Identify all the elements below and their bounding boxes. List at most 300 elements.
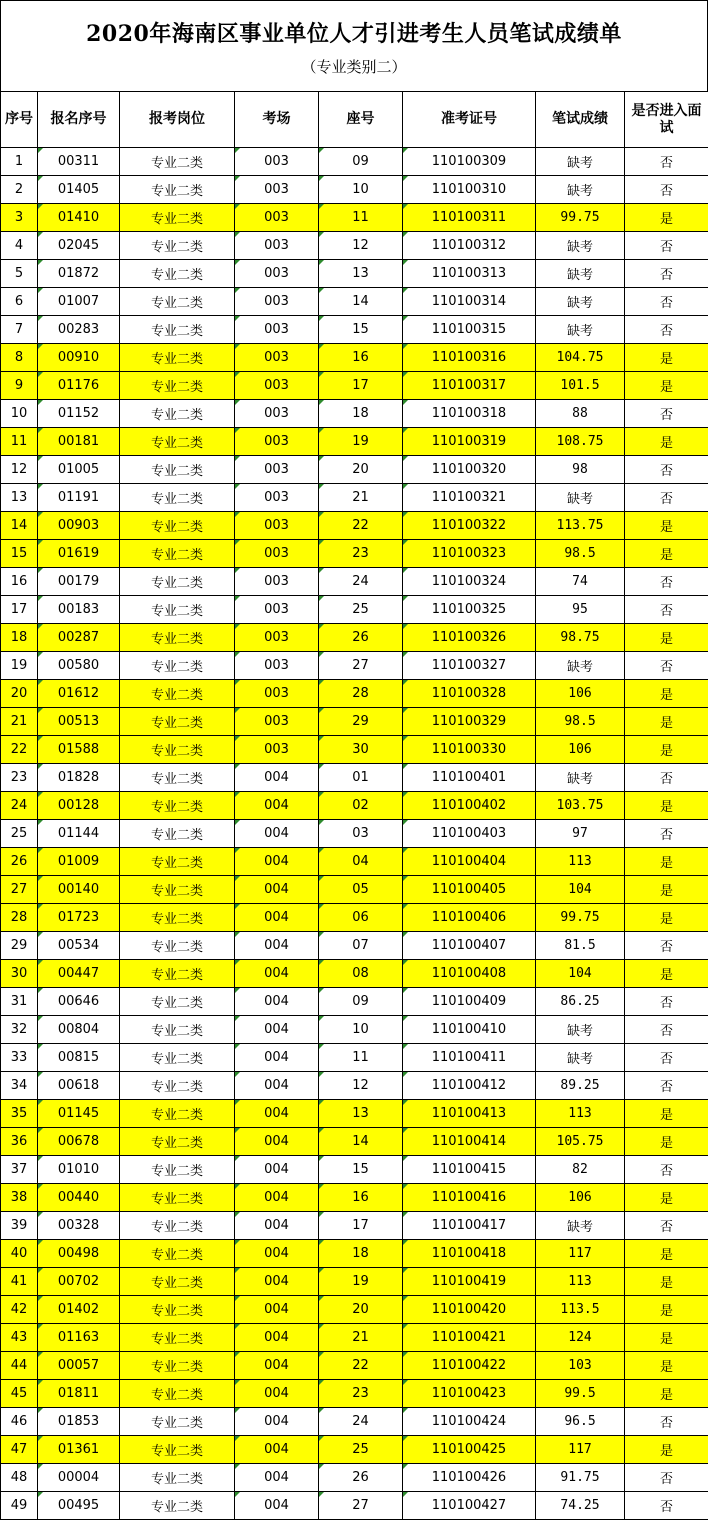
cell-score: 104 [536, 960, 625, 988]
cell-ticket-no: 110100425 [403, 1436, 536, 1464]
cell-seq: 43 [1, 1324, 38, 1352]
cell-seq: 25 [1, 820, 38, 848]
cell-seq: 12 [1, 456, 38, 484]
cell-seq: 29 [1, 932, 38, 960]
cell-reg-no: 00440 [38, 1184, 120, 1212]
table-row [1, 484, 708, 512]
cell-exam-room: 004 [235, 1380, 319, 1408]
cell-reg-no: 00495 [38, 1492, 120, 1520]
cell-reg-no: 02045 [38, 232, 120, 260]
cell-interview: 否 [625, 820, 708, 848]
cell-exam-room: 004 [235, 764, 319, 792]
cell-ticket-no: 110100317 [403, 372, 536, 400]
cell-score: 105.75 [536, 1128, 625, 1156]
cell-seat: 13 [319, 1100, 403, 1128]
cell-score: 117 [536, 1240, 625, 1268]
cell-reg-no: 00057 [38, 1352, 120, 1380]
table-row [1, 372, 708, 400]
cell-score: 117 [536, 1436, 625, 1464]
cell-seq: 18 [1, 624, 38, 652]
cell-seat: 13 [319, 260, 403, 288]
cell-interview: 是 [625, 624, 708, 652]
cell-exam-room: 003 [235, 624, 319, 652]
cell-ticket-no: 110100315 [403, 316, 536, 344]
cell-exam-room: 003 [235, 176, 319, 204]
cell-position: 专业二类 [120, 1436, 235, 1464]
table-row [1, 1464, 708, 1492]
cell-score: 113.75 [536, 512, 625, 540]
cell-score: 113 [536, 1268, 625, 1296]
cell-ticket-no: 110100322 [403, 512, 536, 540]
cell-seq: 39 [1, 1212, 38, 1240]
cell-position: 专业二类 [120, 1044, 235, 1072]
cell-seq: 42 [1, 1296, 38, 1324]
cell-exam-room: 003 [235, 484, 319, 512]
cell-seq: 21 [1, 708, 38, 736]
cell-seq: 13 [1, 484, 38, 512]
cell-interview: 否 [625, 1044, 708, 1072]
cell-seq: 6 [1, 288, 38, 316]
cell-reg-no: 01361 [38, 1436, 120, 1464]
cell-ticket-no: 110100424 [403, 1408, 536, 1436]
cell-reg-no: 01152 [38, 400, 120, 428]
cell-score: 88 [536, 400, 625, 428]
cell-reg-no: 00311 [38, 148, 120, 176]
table-row [1, 848, 708, 876]
cell-ticket-no: 110100411 [403, 1044, 536, 1072]
cell-position: 专业二类 [120, 484, 235, 512]
table-row [1, 960, 708, 988]
cell-score: 106 [536, 736, 625, 764]
cell-interview: 是 [625, 1324, 708, 1352]
cell-ticket-no: 110100406 [403, 904, 536, 932]
cell-position: 专业二类 [120, 1492, 235, 1520]
cell-exam-room: 003 [235, 680, 319, 708]
cell-seat: 27 [319, 652, 403, 680]
cell-reg-no: 00910 [38, 344, 120, 372]
cell-exam-room: 003 [235, 232, 319, 260]
cell-seq: 32 [1, 1016, 38, 1044]
cell-score: 98 [536, 456, 625, 484]
cell-seat: 11 [319, 204, 403, 232]
table-row [1, 1380, 708, 1408]
cell-position: 专业二类 [120, 568, 235, 596]
cell-position: 专业二类 [120, 596, 235, 624]
cell-position: 专业二类 [120, 848, 235, 876]
cell-seq: 46 [1, 1408, 38, 1436]
cell-position: 专业二类 [120, 1296, 235, 1324]
cell-seq: 1 [1, 148, 38, 176]
cell-ticket-no: 110100413 [403, 1100, 536, 1128]
cell-ticket-no: 110100418 [403, 1240, 536, 1268]
cell-ticket-no: 110100405 [403, 876, 536, 904]
cell-score: 113 [536, 848, 625, 876]
cell-position: 专业二类 [120, 260, 235, 288]
cell-seq: 44 [1, 1352, 38, 1380]
cell-interview: 是 [625, 960, 708, 988]
cell-reg-no: 00815 [38, 1044, 120, 1072]
cell-ticket-no: 110100320 [403, 456, 536, 484]
cell-reg-no: 00183 [38, 596, 120, 624]
cell-seat: 30 [319, 736, 403, 764]
cell-position: 专业二类 [120, 904, 235, 932]
cell-exam-room: 003 [235, 260, 319, 288]
cell-ticket-no: 110100309 [403, 148, 536, 176]
cell-interview: 是 [625, 1184, 708, 1212]
cell-reg-no: 00181 [38, 428, 120, 456]
cell-ticket-no: 110100421 [403, 1324, 536, 1352]
cell-seq: 20 [1, 680, 38, 708]
cell-position: 专业二类 [120, 1240, 235, 1268]
cell-exam-room: 004 [235, 1156, 319, 1184]
cell-position: 专业二类 [120, 428, 235, 456]
page-title: 2020年海南区事业单位人才引进考生人员笔试成绩单 [1, 1, 707, 45]
cell-reg-no: 00646 [38, 988, 120, 1016]
cell-position: 专业二类 [120, 792, 235, 820]
cell-exam-room: 004 [235, 1072, 319, 1100]
cell-position: 专业二类 [120, 456, 235, 484]
table-row [1, 288, 708, 316]
cell-interview: 是 [625, 1436, 708, 1464]
table-row [1, 1044, 708, 1072]
cell-seat: 20 [319, 1296, 403, 1324]
table-row [1, 932, 708, 960]
cell-score: 缺考 [536, 260, 625, 288]
cell-seq: 31 [1, 988, 38, 1016]
cell-score: 缺考 [536, 288, 625, 316]
cell-seq: 37 [1, 1156, 38, 1184]
cell-ticket-no: 110100324 [403, 568, 536, 596]
cell-interview: 是 [625, 1100, 708, 1128]
header-seat: 座号 [319, 92, 403, 148]
cell-seat: 17 [319, 372, 403, 400]
cell-reg-no: 00498 [38, 1240, 120, 1268]
header-reg-no: 报名序号 [38, 92, 120, 148]
cell-exam-room: 004 [235, 876, 319, 904]
cell-position: 专业二类 [120, 1464, 235, 1492]
cell-reg-no: 00283 [38, 316, 120, 344]
cell-seq: 49 [1, 1492, 38, 1520]
cell-seat: 04 [319, 848, 403, 876]
cell-seat: 11 [319, 1044, 403, 1072]
cell-seq: 47 [1, 1436, 38, 1464]
cell-exam-room: 004 [235, 1492, 319, 1520]
cell-score: 缺考 [536, 1044, 625, 1072]
header-row [1, 92, 708, 148]
cell-interview: 是 [625, 1240, 708, 1268]
table-row [1, 456, 708, 484]
cell-reg-no: 01588 [38, 736, 120, 764]
cell-seat: 19 [319, 1268, 403, 1296]
cell-exam-room: 004 [235, 1408, 319, 1436]
cell-interview: 是 [625, 372, 708, 400]
cell-seq: 16 [1, 568, 38, 596]
table-row [1, 1184, 708, 1212]
cell-exam-room: 003 [235, 708, 319, 736]
cell-score: 缺考 [536, 1212, 625, 1240]
cell-position: 专业二类 [120, 1128, 235, 1156]
table-row [1, 400, 708, 428]
cell-seat: 23 [319, 540, 403, 568]
table-row [1, 1156, 708, 1184]
cell-ticket-no: 110100408 [403, 960, 536, 988]
table-row [1, 708, 708, 736]
cell-ticket-no: 110100416 [403, 1184, 536, 1212]
cell-seq: 4 [1, 232, 38, 260]
cell-exam-room: 004 [235, 1184, 319, 1212]
cell-seq: 17 [1, 596, 38, 624]
cell-position: 专业二类 [120, 372, 235, 400]
cell-reg-no: 00618 [38, 1072, 120, 1100]
cell-exam-room: 004 [235, 1212, 319, 1240]
table-row [1, 1128, 708, 1156]
table-row [1, 540, 708, 568]
cell-interview: 否 [625, 232, 708, 260]
cell-interview: 否 [625, 148, 708, 176]
cell-seat: 15 [319, 316, 403, 344]
cell-exam-room: 004 [235, 848, 319, 876]
cell-score: 101.5 [536, 372, 625, 400]
cell-interview: 否 [625, 484, 708, 512]
cell-score: 106 [536, 1184, 625, 1212]
cell-seq: 11 [1, 428, 38, 456]
cell-score: 98.5 [536, 708, 625, 736]
cell-seat: 05 [319, 876, 403, 904]
cell-seq: 26 [1, 848, 38, 876]
cell-seat: 17 [319, 1212, 403, 1240]
cell-score: 103 [536, 1352, 625, 1380]
cell-reg-no: 01176 [38, 372, 120, 400]
cell-interview: 是 [625, 512, 708, 540]
cell-position: 专业二类 [120, 288, 235, 316]
cell-reg-no: 00447 [38, 960, 120, 988]
table-row [1, 876, 708, 904]
cell-interview: 是 [625, 708, 708, 736]
table-row [1, 1352, 708, 1380]
cell-seq: 2 [1, 176, 38, 204]
cell-position: 专业二类 [120, 1408, 235, 1436]
cell-interview: 是 [625, 792, 708, 820]
cell-position: 专业二类 [120, 764, 235, 792]
cell-reg-no: 01144 [38, 820, 120, 848]
cell-position: 专业二类 [120, 736, 235, 764]
cell-seq: 35 [1, 1100, 38, 1128]
cell-reg-no: 01010 [38, 1156, 120, 1184]
cell-seat: 16 [319, 1184, 403, 1212]
cell-exam-room: 003 [235, 428, 319, 456]
cell-score: 82 [536, 1156, 625, 1184]
cell-interview: 否 [625, 1016, 708, 1044]
cell-interview: 否 [625, 1408, 708, 1436]
cell-reg-no: 01007 [38, 288, 120, 316]
cell-ticket-no: 110100403 [403, 820, 536, 848]
cell-seat: 09 [319, 988, 403, 1016]
cell-ticket-no: 110100419 [403, 1268, 536, 1296]
cell-interview: 是 [625, 1380, 708, 1408]
table-row [1, 1100, 708, 1128]
cell-reg-no: 01410 [38, 204, 120, 232]
table-row [1, 904, 708, 932]
cell-exam-room: 004 [235, 820, 319, 848]
cell-seat: 12 [319, 232, 403, 260]
cell-score: 缺考 [536, 148, 625, 176]
cell-ticket-no: 110100420 [403, 1296, 536, 1324]
cell-position: 专业二类 [120, 708, 235, 736]
cell-ticket-no: 110100410 [403, 1016, 536, 1044]
cell-interview: 否 [625, 1464, 708, 1492]
cell-seq: 45 [1, 1380, 38, 1408]
cell-score: 124 [536, 1324, 625, 1352]
cell-score: 106 [536, 680, 625, 708]
cell-reg-no: 01853 [38, 1408, 120, 1436]
cell-interview: 是 [625, 736, 708, 764]
cell-reg-no: 00534 [38, 932, 120, 960]
cell-seat: 10 [319, 1016, 403, 1044]
cell-seat: 25 [319, 1436, 403, 1464]
cell-seat: 20 [319, 456, 403, 484]
table-row [1, 316, 708, 344]
cell-exam-room: 003 [235, 652, 319, 680]
cell-exam-room: 004 [235, 1100, 319, 1128]
cell-exam-room: 003 [235, 512, 319, 540]
cell-ticket-no: 110100311 [403, 204, 536, 232]
table-row [1, 1324, 708, 1352]
cell-interview: 否 [625, 932, 708, 960]
cell-seq: 15 [1, 540, 38, 568]
header-seq: 序号 [1, 92, 38, 148]
cell-position: 专业二类 [120, 344, 235, 372]
cell-seat: 23 [319, 1380, 403, 1408]
cell-exam-room: 004 [235, 932, 319, 960]
cell-score: 96.5 [536, 1408, 625, 1436]
cell-reg-no: 01163 [38, 1324, 120, 1352]
cell-score: 缺考 [536, 764, 625, 792]
cell-position: 专业二类 [120, 1352, 235, 1380]
cell-interview: 否 [625, 260, 708, 288]
cell-seat: 09 [319, 148, 403, 176]
cell-reg-no: 00128 [38, 792, 120, 820]
cell-position: 专业二类 [120, 176, 235, 204]
cell-ticket-no: 110100423 [403, 1380, 536, 1408]
cell-score: 108.75 [536, 428, 625, 456]
cell-score: 缺考 [536, 232, 625, 260]
cell-interview: 否 [625, 400, 708, 428]
cell-ticket-no: 110100427 [403, 1492, 536, 1520]
cell-position: 专业二类 [120, 540, 235, 568]
table-body [1, 148, 708, 1520]
cell-position: 专业二类 [120, 1380, 235, 1408]
cell-position: 专业二类 [120, 1100, 235, 1128]
cell-ticket-no: 110100314 [403, 288, 536, 316]
table-row [1, 596, 708, 624]
table-row [1, 988, 708, 1016]
cell-ticket-no: 110100316 [403, 344, 536, 372]
cell-seq: 38 [1, 1184, 38, 1212]
cell-interview: 否 [625, 176, 708, 204]
cell-seat: 21 [319, 484, 403, 512]
table-row [1, 680, 708, 708]
cell-position: 专业二类 [120, 624, 235, 652]
cell-ticket-no: 110100319 [403, 428, 536, 456]
cell-score: 缺考 [536, 484, 625, 512]
cell-score: 98.5 [536, 540, 625, 568]
cell-interview: 否 [625, 316, 708, 344]
cell-interview: 否 [625, 288, 708, 316]
table-row [1, 344, 708, 372]
cell-ticket-no: 110100414 [403, 1128, 536, 1156]
cell-exam-room: 004 [235, 1268, 319, 1296]
cell-exam-room: 004 [235, 792, 319, 820]
cell-interview: 是 [625, 848, 708, 876]
cell-score: 113.5 [536, 1296, 625, 1324]
cell-reg-no: 01723 [38, 904, 120, 932]
cell-interview: 否 [625, 456, 708, 484]
cell-score: 74.25 [536, 1492, 625, 1520]
cell-exam-room: 004 [235, 1296, 319, 1324]
cell-exam-room: 003 [235, 316, 319, 344]
cell-position: 专业二类 [120, 1184, 235, 1212]
cell-interview: 否 [625, 1492, 708, 1520]
cell-position: 专业二类 [120, 932, 235, 960]
cell-ticket-no: 110100415 [403, 1156, 536, 1184]
cell-seat: 08 [319, 960, 403, 988]
cell-seat: 19 [319, 428, 403, 456]
cell-reg-no: 00179 [38, 568, 120, 596]
cell-ticket-no: 110100402 [403, 792, 536, 820]
cell-position: 专业二类 [120, 1016, 235, 1044]
title-block [0, 0, 708, 91]
cell-interview: 是 [625, 680, 708, 708]
cell-seat: 24 [319, 1408, 403, 1436]
table-row [1, 176, 708, 204]
cell-reg-no: 01811 [38, 1380, 120, 1408]
cell-seq: 48 [1, 1464, 38, 1492]
table-row [1, 1072, 708, 1100]
cell-score: 113 [536, 1100, 625, 1128]
cell-interview: 是 [625, 344, 708, 372]
cell-position: 专业二类 [120, 512, 235, 540]
cell-position: 专业二类 [120, 316, 235, 344]
cell-position: 专业二类 [120, 232, 235, 260]
cell-reg-no: 00804 [38, 1016, 120, 1044]
cell-seq: 34 [1, 1072, 38, 1100]
cell-reg-no: 00140 [38, 876, 120, 904]
cell-score: 103.75 [536, 792, 625, 820]
cell-seat: 02 [319, 792, 403, 820]
cell-position: 专业二类 [120, 876, 235, 904]
cell-reg-no: 01402 [38, 1296, 120, 1324]
cell-score: 74 [536, 568, 625, 596]
cell-seq: 30 [1, 960, 38, 988]
cell-seat: 24 [319, 568, 403, 596]
cell-exam-room: 003 [235, 736, 319, 764]
cell-seat: 10 [319, 176, 403, 204]
table-row [1, 652, 708, 680]
cell-seat: 26 [319, 624, 403, 652]
cell-seat: 03 [319, 820, 403, 848]
cell-seq: 24 [1, 792, 38, 820]
cell-position: 专业二类 [120, 820, 235, 848]
cell-interview: 是 [625, 1268, 708, 1296]
cell-exam-room: 004 [235, 1436, 319, 1464]
cell-score: 缺考 [536, 176, 625, 204]
cell-exam-room: 003 [235, 540, 319, 568]
cell-score: 99.5 [536, 1380, 625, 1408]
cell-ticket-no: 110100426 [403, 1464, 536, 1492]
page-subtitle: （专业类别二） [1, 59, 707, 75]
cell-seq: 14 [1, 512, 38, 540]
table-row [1, 260, 708, 288]
